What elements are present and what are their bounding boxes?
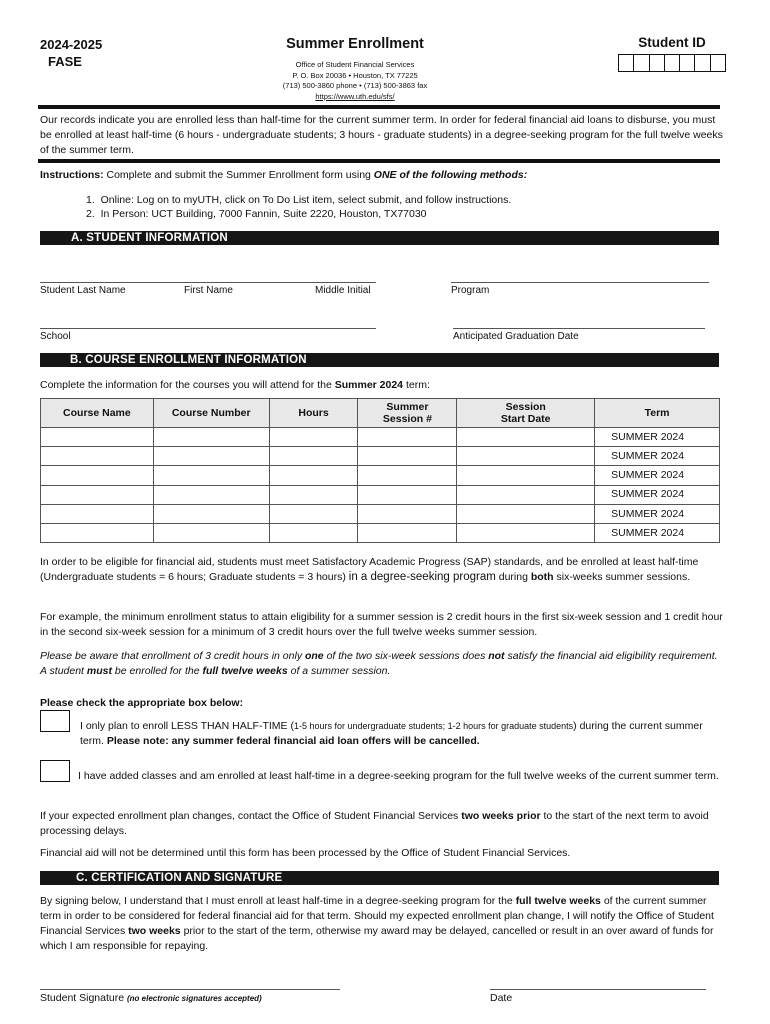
last-name-label: Student Last Name [40,285,126,296]
signature-line[interactable] [40,989,340,990]
student-id-digit-box[interactable] [711,55,725,71]
col-course-name: Course Name [41,399,154,428]
grad-date-line[interactable] [453,328,705,329]
option-half-time: I have added classes and am enrolled at least half-time in a degree-seeking program for the full twelve weeks of the current summer term. [78,770,719,782]
col-hours: Hours [269,399,358,428]
sap-paragraph: In order to be eligible for financial aid, students must meet Satisfactory Academic Progress (SAP) standards, and be enrolled at least half-time (Undergraduate students = 6 hours; Graduate students = 3 hours) in a degree-seeking program during both six-weeks summer sessions. [40,556,699,583]
office-phone: (713) 500-3860 phone • (713) 500-3863 fax [282,81,428,91]
student-id-input[interactable] [618,54,726,72]
course-intro: Complete the information for the courses you will attend for the Summer 2024 term: [40,379,430,391]
course-number-cell[interactable] [153,447,269,466]
divider-top [38,105,720,109]
signature-label: Student Signature [40,992,125,1004]
course-number-cell[interactable] [153,523,269,542]
hours-cell[interactable] [269,504,358,523]
term-cell: SUMMER 2024 [595,523,720,542]
student-id-digit-box[interactable] [650,55,665,71]
term-cell: SUMMER 2024 [595,466,720,485]
first-name-label: First Name [184,285,233,296]
table-row [41,485,720,504]
course-name-cell[interactable] [41,466,154,485]
term-cell: SUMMER 2024 [595,428,720,447]
start-date-cell[interactable] [457,504,595,523]
program-line[interactable] [451,282,709,283]
instructions-text: Complete and submit the Summer Enrollment form using [103,169,374,181]
student-id-digit-box[interactable] [680,55,695,71]
intro-paragraph: Our records indicate you are enrolled less than half-time for the current summer term. In order for federal financial aid loans to disburse, you must be enrolled at least half-time (6 hours - undergraduate students; 3 hours - graduate students) in a degree-seeking program for the full twelve weeks of the summer term. [40,114,723,156]
instructions-label: Instructions: [40,169,104,181]
student-id-label: Student ID [638,35,706,50]
course-name-cell[interactable] [41,447,154,466]
session-cell[interactable] [358,447,457,466]
session-cell[interactable] [358,485,457,504]
method-item: 2. In Person: UCT Building, 7000 Fannin, Suite 2220, Houston, TX77030 [86,208,427,220]
student-id-digit-box[interactable] [634,55,649,71]
course-table [40,398,720,543]
session-cell[interactable] [358,428,457,447]
changes-paragraph: If your expected enrollment plan changes, contact the Office of Student Financial Services two weeks prior to the start of the next term to avoid processing delays. [40,810,709,837]
academic-year: 2024-2025 [40,37,103,52]
student-id-digit-box[interactable] [619,55,634,71]
table-row [41,523,720,542]
col-term: Term [595,399,720,428]
instructions-emphasis: ONE of the following methods: [373,169,528,181]
table-row [41,428,720,447]
divider-instructions [38,159,720,163]
course-number-cell[interactable] [153,466,269,485]
section-c-header: C. CERTIFICATION AND SIGNATURE [40,871,719,885]
form-title: Summer Enrollment [286,36,424,52]
name-line[interactable] [40,282,376,283]
hours-cell[interactable] [269,466,358,485]
signature-note: (no electronic signatures accepted) [126,994,262,1003]
section-a-header: A. STUDENT INFORMATION [40,231,719,245]
term-cell: SUMMER 2024 [595,447,720,466]
course-number-cell[interactable] [153,485,269,504]
course-name-cell[interactable] [41,523,154,542]
session-cell[interactable] [358,504,457,523]
hours-cell[interactable] [269,428,358,447]
school-label: School [40,331,71,342]
start-date-cell[interactable] [457,428,595,447]
start-date-cell[interactable] [457,485,595,504]
term-cell: SUMMER 2024 [595,504,720,523]
hours-cell[interactable] [269,485,358,504]
hours-cell[interactable] [269,523,358,542]
course-name-cell[interactable] [41,485,154,504]
determined-paragraph: Financial aid will not be determined until this form has been processed by the Office of Student Financial Services. [40,847,571,859]
method-list [86,193,511,221]
certification-paragraph: By signing below, I understand that I must enroll at least half-time in a degree-seeking program for the full twelve weeks of the current summer term in order to be considered for federal financial aid for that term. Should my expected enrollment plan change, I will notify the Office of Student Financial Services two weeks prior to the start of the term, otherwise my award may be delayed, cancelled or result in an over award of funds for which I am responsible for repaying. [40,895,714,952]
method-item: 1. Online: Log on to myUTH, click on To Do List item, select submit, and follow instructions. [86,194,512,206]
start-date-cell[interactable] [457,447,595,466]
student-id-digit-box[interactable] [695,55,710,71]
student-id-digit-box[interactable] [665,55,680,71]
table-header-row [41,399,720,428]
middle-initial-label: Middle Initial [315,285,371,296]
example-paragraph: For example, the minimum enrollment status to attain eligibility for a summer session is 2 credit hours in the first six-week session and 1 credit hour in the second six-week session for a minimum of 3 credit hours over the full twelve weeks summer session. [40,611,723,638]
section-b-header: B. COURSE ENROLLMENT INFORMATION [40,353,719,367]
date-line[interactable] [490,989,706,990]
start-date-cell[interactable] [457,523,595,542]
half-time-checkbox[interactable] [40,760,70,782]
table-row [41,466,720,485]
instructions-line [40,168,724,183]
aware-paragraph: Please be aware that enrollment of 3 credit hours in only one of the two six-week sessions does not satisfy the financial aid eligibility requirement. A student must be enrolled for the full twelve weeks of a summer session. [40,650,718,677]
office-url-link[interactable]: https://www.uth.edu/sfs/ [315,91,395,101]
session-cell[interactable] [358,466,457,485]
table-row [41,447,720,466]
course-name-cell[interactable] [41,428,154,447]
student-id-block [618,34,726,72]
session-cell[interactable] [358,523,457,542]
grad-date-label: Anticipated Graduation Date [453,331,579,342]
col-course-number: Course Number [153,399,269,428]
form-code: FASE [48,54,82,69]
school-line[interactable] [40,328,376,329]
office-address: P. O. Box 20036 • Houston, TX 77225 [292,70,418,80]
col-summer-session: Summer Session # [358,399,457,428]
date-label: Date [490,992,513,1004]
option-less-than-half-time: I only plan to enroll LESS THAN HALF-TIME (1-5 hours for undergraduate students; 1-2 hours for graduate students) during the current summer term. Please note: any summer federal financial aid loan offers will be cancelled. [80,720,703,747]
signature-label-row [40,991,262,1006]
program-label: Program [451,285,490,296]
header-left [40,36,102,70]
col-session-start: Session Start Date [457,399,595,428]
hours-cell[interactable] [269,447,358,466]
start-date-cell[interactable] [457,466,595,485]
check-instruction: Please check the appropriate box below: [40,697,244,709]
less-than-half-time-checkbox[interactable] [40,710,70,732]
course-name-cell[interactable] [41,504,154,523]
term-cell: SUMMER 2024 [595,485,720,504]
office-name: Office of Student Financial Services [295,60,415,70]
course-number-cell[interactable] [153,504,269,523]
course-number-cell[interactable] [153,428,269,447]
header-center [240,34,470,102]
table-row [41,504,720,523]
